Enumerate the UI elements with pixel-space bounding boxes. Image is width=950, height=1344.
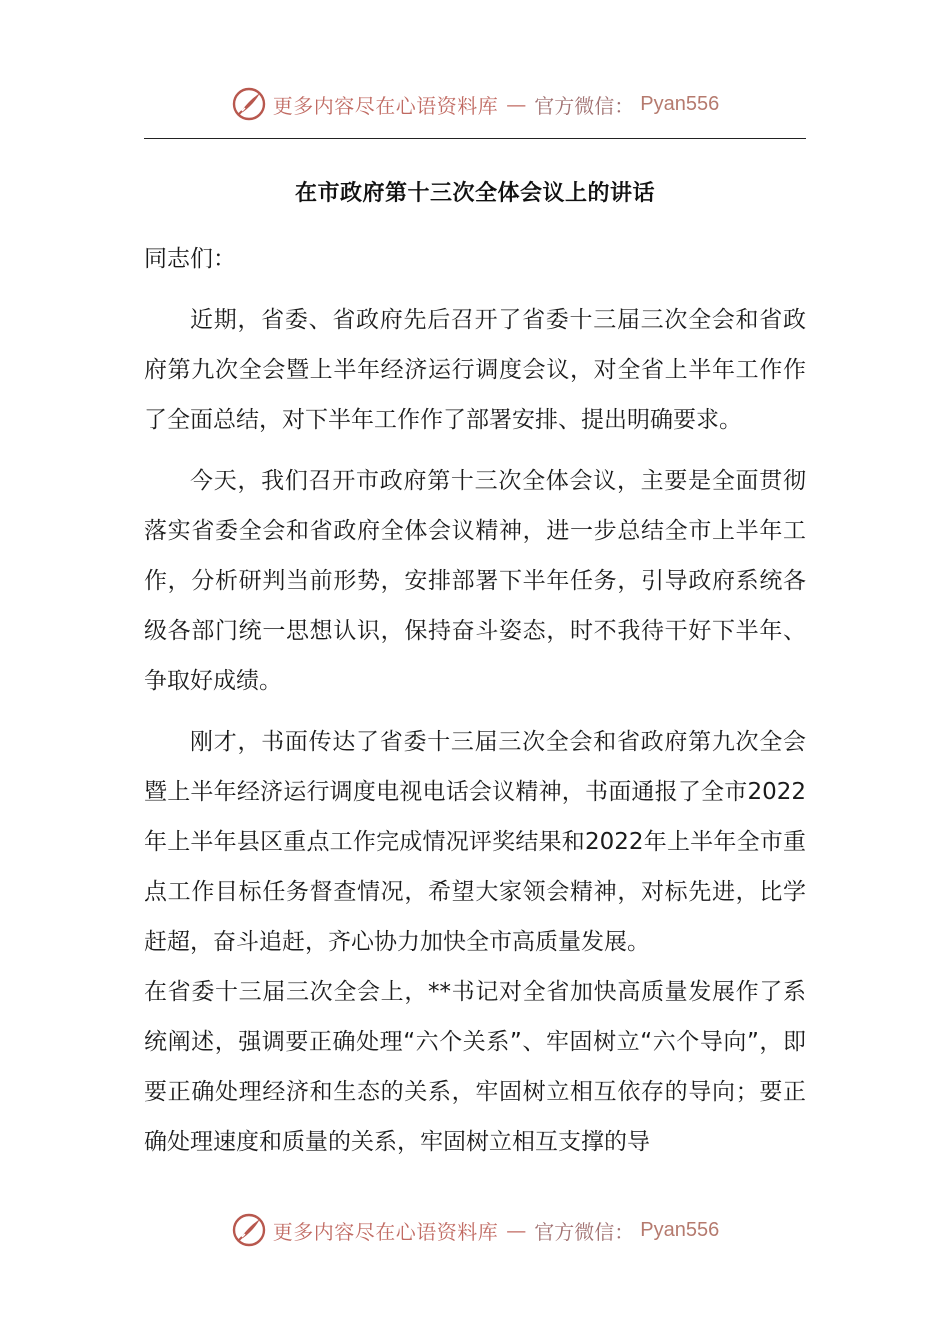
header-divider (144, 138, 806, 139)
document-title: 在市政府第十三次全体会议上的讲话 (294, 181, 655, 206)
header-banner (0, 82, 950, 126)
paragraph: 刚才，书面传达了省委十三届三次全会和省政府第九次全会暨上半年经济运行调度电视电话会议精神，书面通报了全市2022年上半年县区重点工作完成情况评奖结果和2022年上半年全市重点工作目标任务督查情况，希望大家领会精神，对标先进，比学赶超，奋斗追赶，齐心协力加快全市高质量发展。 (144, 729, 806, 955)
paragraph: 近期，省委、省政府先后召开了省委十三届三次全会和省政府第九次全会暨上半年经济运行调度会议，对全省上半年工作作了全面总结，对下半年工作作了部署安排、提出明确要求。 (144, 307, 806, 433)
quill-pen-logo-icon (231, 86, 267, 122)
document-body (144, 234, 806, 1167)
wechat-id: Pyan556 (640, 1218, 720, 1241)
salutation: 同志们： (144, 246, 236, 272)
paragraph: 今天，我们召开市政府第十三次全体会议，主要是全面贯彻落实省委全会和省政府全体会议精神，进一步总结全市上半年工作，分析研判当前形势，安排部署下半年任务，引导政府系统各级各部门统一思想认识，保持奋斗姿态，时不我待干好下半年、争取好成绩。 (144, 468, 806, 694)
banner-dash: — (506, 1218, 527, 1242)
banner-dash: — (506, 92, 527, 116)
quill-pen-logo-icon (231, 1212, 267, 1248)
banner-slogan: 更多内容尽在心语资料库 (272, 93, 499, 118)
wechat-label: 官方微信： (534, 93, 635, 118)
footer-banner (0, 1208, 950, 1252)
wechat-label: 官方微信： (534, 1219, 635, 1244)
banner-slogan: 更多内容尽在心语资料库 (272, 1219, 499, 1244)
paragraph: 在省委十三届三次全会上，**书记对全省加快高质量发展作了系统阐述，强调要正确处理“六个关系”、牢固树立“六个导向”，即要正确处理经济和生态的关系，牢固树立相互依存的导向；要正确处理速度和质量的关系，牢固树立相互支撑的导 (144, 979, 806, 1155)
wechat-id: Pyan556 (640, 92, 720, 115)
